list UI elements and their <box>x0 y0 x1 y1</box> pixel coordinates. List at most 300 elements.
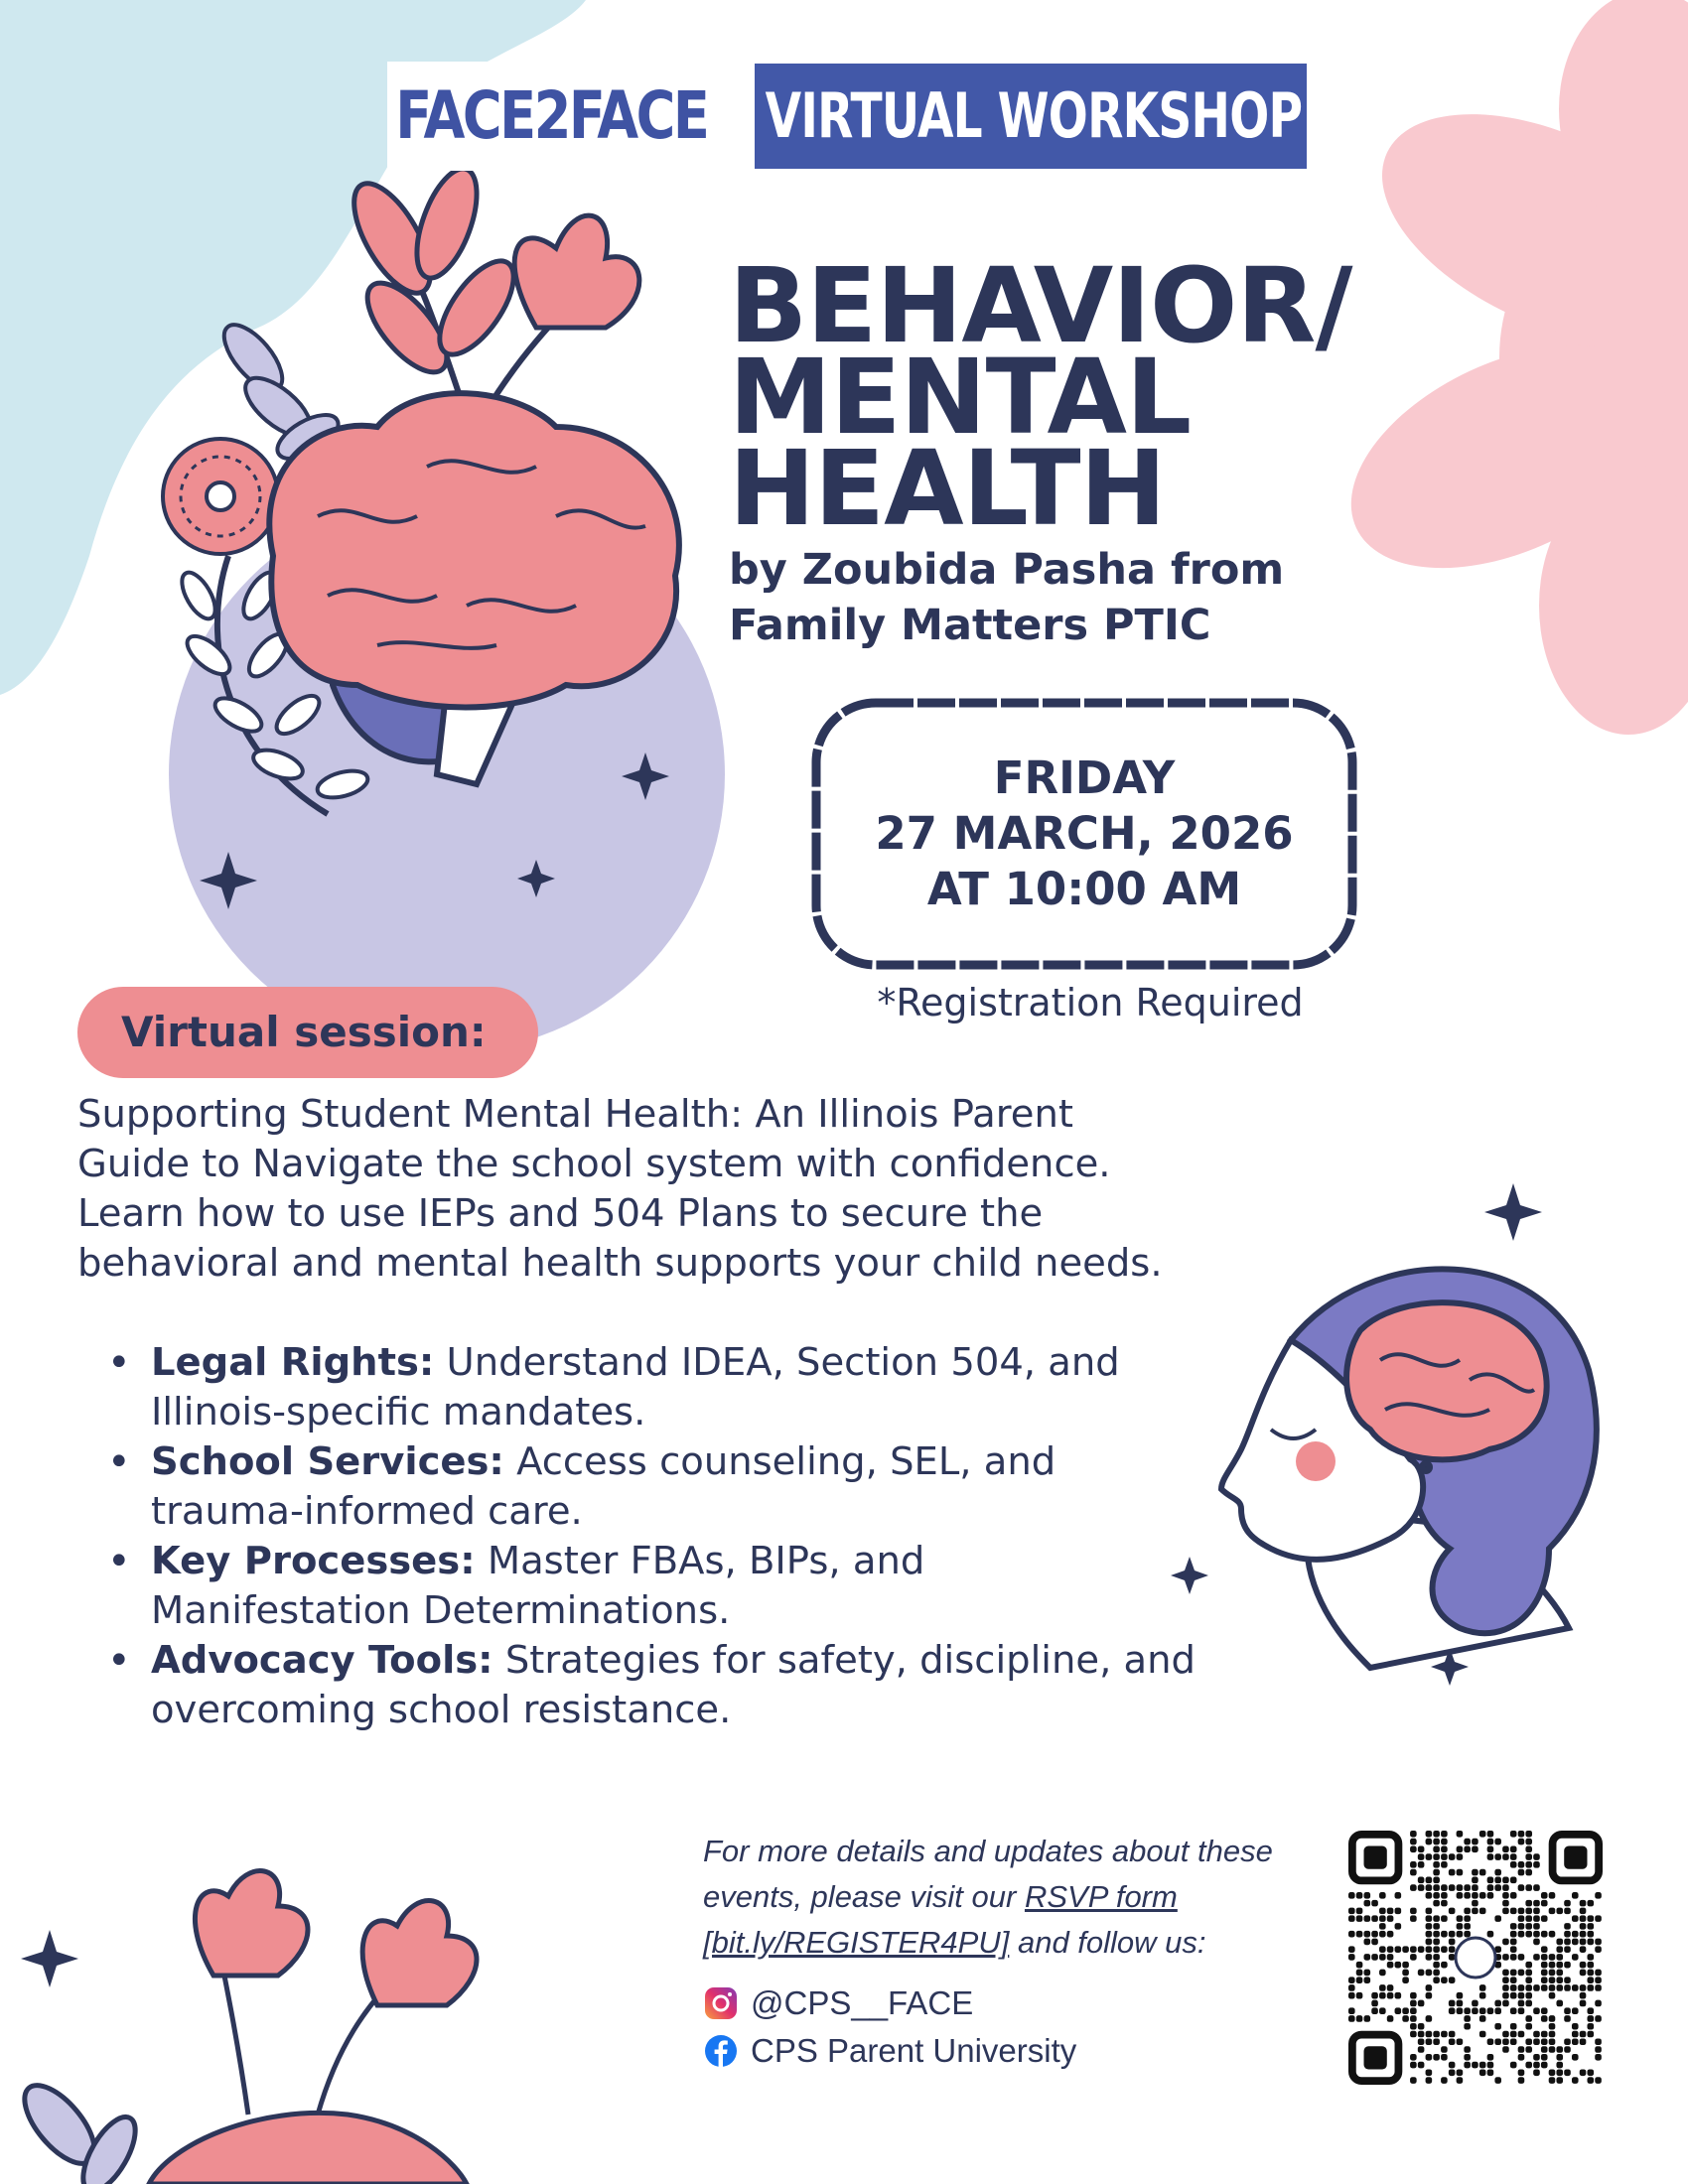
qr-module <box>1494 2007 1501 2014</box>
qr-module <box>1518 2077 1525 2084</box>
qr-module <box>1580 1992 1587 1999</box>
qr-module <box>1541 2038 1548 2045</box>
qr-module <box>1533 1939 1540 1946</box>
qr-module <box>1441 1846 1448 1853</box>
qr-module <box>1395 1892 1402 1899</box>
qr-module <box>1510 2007 1517 2014</box>
qr-module <box>1441 1977 1448 1983</box>
qr-module <box>1371 1915 1378 1922</box>
qr-module <box>1595 2015 1602 2022</box>
qr-module <box>1426 1984 1433 1991</box>
instagram-icon <box>703 1985 739 2021</box>
qr-module <box>1418 2046 1425 2053</box>
qr-module <box>1472 1846 1478 1853</box>
qr-module <box>1433 2054 1440 2061</box>
qr-module <box>1541 1984 1548 1991</box>
cheek-blush <box>1296 1441 1336 1481</box>
qr-module <box>1433 1861 1440 1868</box>
qr-module <box>1564 2046 1571 2053</box>
qr-module <box>1541 2015 1548 2022</box>
qr-module <box>1510 1946 1517 1953</box>
title-line-3: HEALTH <box>729 428 1166 549</box>
qr-module <box>1441 2046 1448 2053</box>
qr-module <box>1348 1908 1355 1915</box>
qr-module <box>1479 1869 1486 1876</box>
qr-module <box>1587 2031 1594 2038</box>
qr-module <box>1402 1977 1409 1983</box>
qr-module <box>1580 2031 1587 2038</box>
qr-module <box>1564 1900 1571 1907</box>
qr-module <box>1487 2054 1494 2061</box>
qr-module <box>1410 1908 1417 1915</box>
title-line-2: MENTAL <box>729 337 1192 458</box>
qr-module <box>1587 1970 1594 1977</box>
qr-module <box>1487 1892 1494 1899</box>
qr-module <box>1457 1892 1464 1899</box>
qr-module <box>1533 1954 1540 1961</box>
qr-module <box>1580 2069 1587 2076</box>
qr-module <box>1364 1977 1371 1983</box>
qr-module <box>1518 2046 1525 2053</box>
qr-module <box>1426 1992 1433 1999</box>
qr-module <box>1426 1853 1433 1860</box>
qr-module <box>1525 1962 1532 1969</box>
qr-module <box>1457 1992 1464 1999</box>
qr-module <box>1580 1923 1587 1930</box>
qr-module <box>1525 1992 1532 1999</box>
qr-module <box>1371 2000 1378 2007</box>
qr-module <box>1518 2031 1525 2038</box>
qr-module <box>1572 1939 1579 1946</box>
qr-module <box>1564 1939 1571 1946</box>
qr-module <box>1494 2038 1501 2045</box>
qr-module <box>1587 2015 1594 2022</box>
qr-module <box>1510 1861 1517 1868</box>
qr-module <box>1549 1962 1556 1969</box>
qr-module <box>1441 1931 1448 1938</box>
qr-module <box>1487 2007 1494 2014</box>
qr-module <box>1541 1962 1548 1969</box>
qr-module <box>1426 1970 1433 1977</box>
qr-module <box>1518 1931 1525 1938</box>
qr-module <box>1494 1853 1501 1860</box>
qr-module <box>1580 2000 1587 2007</box>
qr-module <box>1595 1915 1602 1922</box>
qr-module <box>1441 2077 1448 2084</box>
qr-module <box>1433 1931 1440 1938</box>
qr-module <box>1449 2038 1456 2045</box>
qr-module <box>1418 2031 1425 2038</box>
footer-intro: For more details and updates about these events, please visit our <box>703 1834 1273 1914</box>
qr-module <box>1556 2046 1563 2053</box>
qr-module <box>1502 1908 1509 1915</box>
qr-module <box>1541 1977 1548 1983</box>
qr-module <box>1364 1970 1371 1977</box>
qr-module <box>1464 1931 1471 1938</box>
qr-module <box>1595 2077 1602 2084</box>
session-label: Virtual session: <box>121 1008 487 1056</box>
footer-outro: and follow us: <box>1009 1925 1206 1960</box>
qr-module <box>1418 2000 1425 2007</box>
qr-module <box>1510 2031 1517 2038</box>
qr-module <box>1518 2069 1525 2076</box>
qr-module <box>1426 2054 1433 2061</box>
qr-module <box>1356 1931 1363 1938</box>
pink-leaves <box>339 161 638 384</box>
qr-module <box>1479 2015 1486 2022</box>
qr-module <box>1387 1984 1394 1991</box>
qr-module <box>1502 1984 1509 1991</box>
qr-module <box>1564 2015 1571 2022</box>
qr-module <box>1564 1946 1571 1953</box>
qr-module <box>1426 2031 1433 2038</box>
qr-module <box>1364 2015 1371 2022</box>
qr-module <box>1379 1954 1386 1961</box>
qr-module <box>1587 1954 1594 1961</box>
qr-module <box>1441 1884 1448 1891</box>
qr-module <box>1418 2023 1425 2030</box>
qr-finder-center <box>1364 2046 1387 2069</box>
qr-module <box>1433 1977 1440 1983</box>
qr-module <box>1502 2038 1509 2045</box>
qr-module <box>1595 1939 1602 1946</box>
qr-module <box>1426 1915 1433 1922</box>
qr-module <box>1518 1831 1525 1838</box>
qr-module <box>1364 1900 1371 1907</box>
qr-module <box>1533 1861 1540 1868</box>
qr-module <box>1457 1846 1464 1853</box>
qr-module <box>1457 1853 1464 1860</box>
qr-module <box>1525 2023 1532 2030</box>
qr-module <box>1371 1939 1378 1946</box>
qr-module <box>1518 1839 1525 1845</box>
qr-module <box>1525 1839 1532 1845</box>
qr-module <box>1410 1915 1417 1922</box>
qr-module <box>1472 1908 1478 1915</box>
qr-module <box>1572 2023 1579 2030</box>
qr-module <box>1525 1853 1532 1860</box>
qr-module <box>1587 2023 1594 2030</box>
qr-module <box>1556 2000 1563 2007</box>
qr-module <box>1457 2077 1464 2084</box>
qr-module <box>1449 1869 1456 1876</box>
qr-module <box>1464 1884 1471 1891</box>
qr-module <box>1572 1915 1579 1922</box>
qr-module <box>1580 1946 1587 1953</box>
qr-module <box>1595 1984 1602 1991</box>
qr-module <box>1433 1839 1440 1845</box>
qr-module <box>1572 2077 1579 2084</box>
qr-module <box>1364 1939 1371 1946</box>
byline-line-1: by Zoubida Pasha from <box>729 545 1285 595</box>
title-line-1: BEHAVIOR/ <box>729 245 1352 366</box>
qr-module <box>1410 1846 1417 1853</box>
qr-module <box>1580 1915 1587 1922</box>
qr-module <box>1533 1923 1540 1930</box>
qr-module <box>1510 1923 1517 1930</box>
qr-module <box>1518 1861 1525 1868</box>
bullet-text: Access counseling, SEL, and trauma-informed care. <box>151 1439 1056 1534</box>
qr-module <box>1595 1946 1602 1953</box>
qr-module <box>1580 1970 1587 1977</box>
qr-module <box>1587 1939 1594 1946</box>
qr-module <box>1387 2015 1394 2022</box>
qr-module <box>1449 1939 1456 1946</box>
qr-module <box>1525 2062 1532 2069</box>
qr-module <box>1464 2062 1471 2069</box>
qr-module <box>1518 2007 1525 2014</box>
qr-module <box>1518 1869 1525 1876</box>
qr-module <box>1371 1992 1378 1999</box>
qr-module <box>1564 1923 1571 1930</box>
qr-module <box>1494 2077 1501 2084</box>
qr-module <box>1395 1946 1402 1953</box>
qr-module <box>1371 1900 1378 1907</box>
qr-module <box>1464 2007 1471 2014</box>
qr-module <box>1502 1853 1509 1860</box>
qr-module <box>1510 1939 1517 1946</box>
qr-module <box>1595 2054 1602 2061</box>
qr-module <box>1572 2031 1579 2038</box>
qr-module <box>1356 1970 1363 1977</box>
qr-module <box>1348 2015 1355 2022</box>
qr-module <box>1518 1915 1525 1922</box>
qr-module <box>1525 1908 1532 1915</box>
qr-module <box>1549 1892 1556 1899</box>
qr-module <box>1433 2031 1440 2038</box>
qr-module <box>1371 2007 1378 2014</box>
qr-module <box>1541 1915 1548 1922</box>
qr-module <box>1587 1977 1594 1983</box>
qr-module <box>1564 1977 1571 1983</box>
qr-module <box>1564 1908 1571 1915</box>
qr-module <box>1510 1853 1517 1860</box>
qr-module <box>1541 1946 1548 1953</box>
qr-module <box>1464 1846 1471 1853</box>
qr-module <box>1379 1970 1386 1977</box>
qr-module <box>1549 1931 1556 1938</box>
qr-module <box>1502 1977 1509 1983</box>
qr-module <box>1426 1908 1433 1915</box>
qr-module <box>1479 1831 1486 1838</box>
qr-module <box>1441 2054 1448 2061</box>
instagram-handle: @CPS__FACE <box>751 1984 974 2021</box>
qr-module <box>1487 1931 1494 1938</box>
qr-module <box>1449 2007 1456 2014</box>
qr-module <box>1502 1970 1509 1977</box>
qr-module <box>1525 2015 1532 2022</box>
qr-module <box>1541 2007 1548 2014</box>
short-link[interactable]: [bit.ly/REGISTER4PU] <box>703 1925 1010 1960</box>
qr-module <box>1348 1992 1355 1999</box>
qr-module <box>1441 1962 1448 1969</box>
qr-module <box>1525 1861 1532 1868</box>
qr-module <box>1533 2031 1540 2038</box>
qr-module <box>1410 2062 1417 2069</box>
qr-module <box>1410 1884 1417 1891</box>
qr-module <box>1464 2023 1471 2030</box>
qr-module <box>1348 1977 1355 1983</box>
qr-module <box>1433 1869 1440 1876</box>
qr-module <box>1556 2069 1563 2076</box>
qr-module <box>1348 1892 1355 1899</box>
qr-module <box>1379 1892 1386 1899</box>
qr-module <box>1441 1915 1448 1922</box>
qr-module <box>1564 1931 1571 1938</box>
qr-module <box>1541 2031 1548 2038</box>
qr-module <box>1472 1900 1478 1907</box>
qr-module <box>1572 2054 1579 2061</box>
qr-finder-center <box>1564 1846 1587 1869</box>
qr-module <box>1472 2000 1478 2007</box>
qr-module <box>1433 1915 1440 1922</box>
rsvp-link[interactable]: RSVP form <box>1024 1879 1178 1914</box>
qr-module <box>1587 1984 1594 1991</box>
qr-module <box>1494 1869 1501 1876</box>
qr-module <box>1510 1984 1517 1991</box>
qr-module <box>1572 2038 1579 2045</box>
qr-module <box>1441 1892 1448 1899</box>
qr-module <box>1502 1939 1509 1946</box>
qr-module <box>1487 2062 1494 2069</box>
facebook-name: CPS Parent University <box>751 2032 1077 2069</box>
qr-module <box>1510 1908 1517 1915</box>
session-description: Supporting Student Mental Health: An Illinois Parent Guide to Navigate the school system with confidence. Learn how to use IEPs and 504 Plans to secure the behavioral and mental health supports your child needs. <box>77 1092 1163 1286</box>
qr-module <box>1457 2069 1464 2076</box>
qr-module <box>1595 1977 1602 1983</box>
qr-module <box>1549 2046 1556 2053</box>
qr-module <box>1549 1908 1556 1915</box>
qr-module <box>1494 2023 1501 2030</box>
qr-module <box>1564 1984 1571 1991</box>
qr-module <box>1410 1831 1417 1838</box>
qr-module <box>1472 1839 1478 1845</box>
qr-module <box>1426 1884 1433 1891</box>
qr-module <box>1518 1970 1525 1977</box>
qr-module <box>1518 1984 1525 1991</box>
qr-module <box>1356 1908 1363 1915</box>
qr-module <box>1449 1954 1456 1961</box>
event-date-box <box>816 703 1352 965</box>
qr-module <box>1572 2007 1579 2014</box>
qr-module <box>1479 2069 1486 2076</box>
instagram-row[interactable] <box>703 1981 973 2025</box>
qr-module <box>1426 1939 1433 1946</box>
qr-module <box>1479 1992 1486 1999</box>
session-topics-list <box>77 1338 1196 1735</box>
qr-module <box>1518 1908 1525 1915</box>
qr-module <box>1410 2015 1417 2022</box>
facebook-icon <box>703 2033 739 2069</box>
qr-module <box>1533 2069 1540 2076</box>
qr-module <box>1549 1992 1556 1999</box>
registration-note: *Registration Required <box>877 981 1304 1024</box>
qr-module <box>1433 1831 1440 1838</box>
qr-module <box>1379 1992 1386 1999</box>
qr-module <box>1525 1970 1532 1977</box>
qr-module <box>1426 2015 1433 2022</box>
qr-module <box>1533 1984 1540 1991</box>
bullet-text: Strategies for safety, discipline, and overcoming school resistance. <box>151 1638 1196 1732</box>
qr-module <box>1502 2046 1509 2053</box>
qr-module <box>1587 2069 1594 2076</box>
qr-module <box>1433 1970 1440 1977</box>
qr-module <box>1525 2046 1532 2053</box>
qr-module <box>1464 1839 1471 1845</box>
qr-module <box>1410 2007 1417 2014</box>
facebook-row[interactable] <box>703 2029 1076 2073</box>
qr-module <box>1549 1977 1556 1983</box>
qr-module <box>1502 2000 1509 2007</box>
qr-module <box>1580 2038 1587 2045</box>
bullet-text: Understand IDEA, Section 504, and Illinois-specific mandates. <box>151 1340 1120 1434</box>
qr-module <box>1348 1915 1355 1922</box>
qr-module <box>1387 1915 1394 1922</box>
page-title <box>729 245 1404 549</box>
qr-module <box>1549 2038 1556 2045</box>
qr-module <box>1449 1884 1456 1891</box>
session-label-pill <box>77 987 538 1078</box>
list-item <box>77 1636 1203 1735</box>
qr-module <box>1418 1853 1425 1860</box>
qr-module <box>1494 1839 1501 1845</box>
qr-module <box>1395 1962 1402 1969</box>
qr-module <box>1549 1954 1556 1961</box>
bottom-flower-decoration <box>12 1871 477 2184</box>
qr-module <box>1510 2023 1517 2030</box>
brand-title: FACE2FACE <box>387 62 713 171</box>
qr-module <box>1525 1869 1532 1876</box>
qr-module <box>1472 2007 1478 2014</box>
qr-module <box>1426 1946 1433 1953</box>
qr-module <box>1549 2031 1556 2038</box>
qr-module <box>1556 2062 1563 2069</box>
qr-module <box>1433 1900 1440 1907</box>
qr-module <box>1510 2038 1517 2045</box>
qr-module <box>1541 2046 1548 2053</box>
qr-module <box>1549 2015 1556 2022</box>
qr-module <box>1587 1931 1594 1938</box>
qr-module <box>1457 1915 1464 1922</box>
qr-module <box>1426 2038 1433 2045</box>
qr-module <box>1457 2000 1464 2007</box>
qr-module <box>1410 1946 1417 1953</box>
qr-code[interactable] <box>1348 1831 1603 2085</box>
qr-module <box>1379 1908 1386 1915</box>
qr-module <box>1510 1877 1517 1884</box>
qr-module <box>1502 2031 1509 2038</box>
qr-module <box>1472 1892 1478 1899</box>
qr-module <box>1449 1853 1456 1860</box>
qr-module <box>1549 1970 1556 1977</box>
qr-module <box>1525 1915 1532 1922</box>
qr-module <box>1441 2031 1448 2038</box>
qr-module <box>1418 1846 1425 1853</box>
qr-module <box>1510 1931 1517 1938</box>
qr-module <box>1587 1962 1594 1969</box>
qr-module <box>1348 1931 1355 1938</box>
qr-module <box>1364 1915 1371 1922</box>
qr-module <box>1587 1923 1594 1930</box>
qr-module <box>1525 2038 1532 2045</box>
qr-module <box>1433 1923 1440 1930</box>
qr-module <box>1449 1946 1456 1953</box>
qr-module <box>1510 1970 1517 1977</box>
qr-module <box>1541 1970 1548 1977</box>
qr-module <box>1572 1984 1579 1991</box>
qr-module <box>1525 2000 1532 2007</box>
qr-module <box>1457 1931 1464 1938</box>
